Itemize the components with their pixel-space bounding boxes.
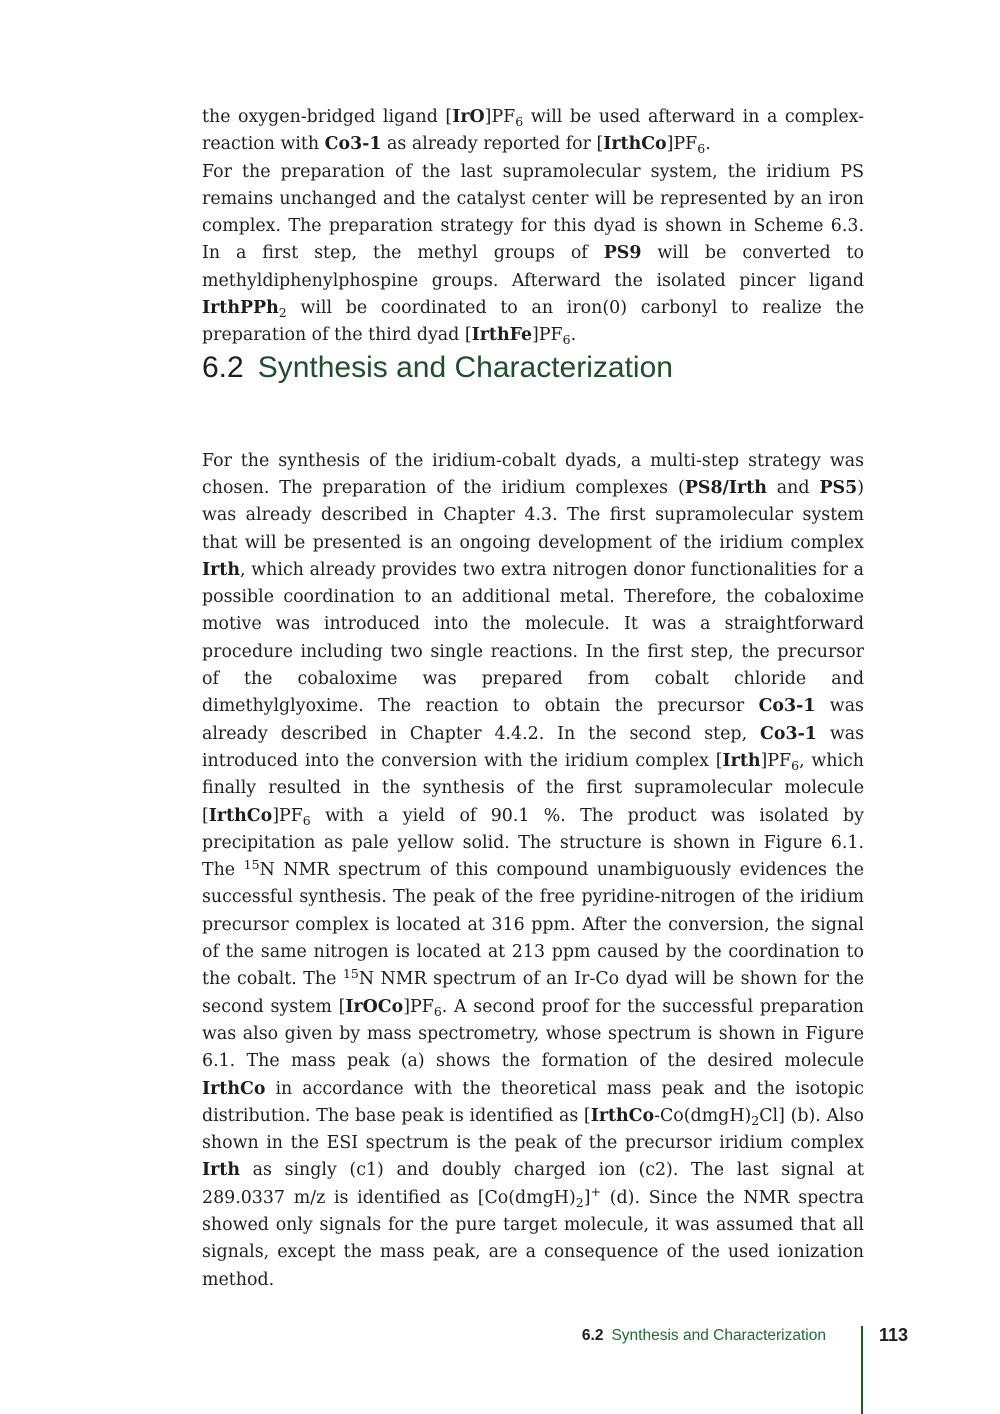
footer-section-title: Synthesis and Characterization	[611, 1327, 826, 1344]
section-heading	[202, 350, 864, 386]
page-body	[202, 104, 864, 1294]
page-number: 113	[879, 1325, 909, 1345]
section-number: 6.2	[202, 350, 244, 384]
paragraph-1: the oxygen-bridged ligand $[IrO]PF_6$ will be used afterward in a complex-reaction with Co3-1 as already reported for $[IrthCo]PF_6$.	[202, 107, 864, 157]
running-footer	[582, 1326, 826, 1346]
footer-section-number: 6.2	[581, 1327, 604, 1344]
paragraph-2: For the preparation of the last supramolecular system, the iridium PS remains unchanged and the catalyst center will be represented by an iron complex. The preparation strategy for this dyad is shown in Scheme 6.3. In a first step, the methyl groups of PS9 will be converted to methyldiphenylphospine groups. Afterward the isolated pincer ligand IrthPPh$_2$ will be coordinated to an iron(0) carbonyl to realize the preparation of the third dyad $[IrthFe]PF_6$.	[202, 161, 864, 348]
section-title: Synthesis and Characterization	[257, 350, 673, 384]
paragraph-3: For the synthesis of the iridium-cobalt dyads, a multi-step strategy was chosen. The preparation of the iridium complexes (PS8/Irth and PS5) was already described in Chapter 4.3. The first supramolecular system that will be presented is an ongoing development of the iridium complex Irth, which already provides two extra nitrogen donor functionalities for a possible coordination to an additional metal. Therefore, the cobaloxime motive was introduced into the molecule. It was a straightforward procedure including two single reactions. In the first step, the precursor of the cobaloxime was prepared from cobalt chloride and dimethylglyoxime. The reaction to obtain the precursor Co3-1 was already described in Chapter 4.4.2. In the second step, Co3-1 was introduced into the conversion with the iridium complex $[Irth]PF_6$, which finally resulted in the synthesis of the first supramolecular molecule $[IrthCo]PF_6$ with a yield of 90.1 %. The product was isolated by precipitation as pale yellow solid. The structure is shown in Figure 6.1. The $^{15}$N NMR spectrum of this compound unambiguously evidences the successful synthesis. The peak of the free pyridine-nitrogen of the iridium precursor complex is located at 316 ppm. After the conversion, the signal of the same nitrogen is located at 213 ppm caused by the coordination to the cobalt. The $^{15}$N NMR spectrum of an Ir-Co dyad will be shown for the second system $[IrOCo]PF_6$. A second proof for the successful preparation was also given by mass spectrometry, whose spectrum is shown in Figure 6.1. The mass peak (a) shows the formation of the desired molecule IrthCo in accordance with the theoretical mass peak and the isotopic distribution. The base peak is identified as $[IrthCo-Co(dmgH)_2Cl]$ (b). Also shown in the ESI spectrum is the peak of the precursor iridium complex Irth as singly (c1) and doubly charged ion (c2). The last signal at 289.0337 m/z is identified as $[Co(dmgH)_2]^+$ (d). Since the NMR spectra showed only signals for the pure target molecule, it was assumed that all signals, except the mass peak, are a consequence of the used ionization method.	[202, 450, 865, 1290]
footer-divider	[861, 1326, 863, 1414]
